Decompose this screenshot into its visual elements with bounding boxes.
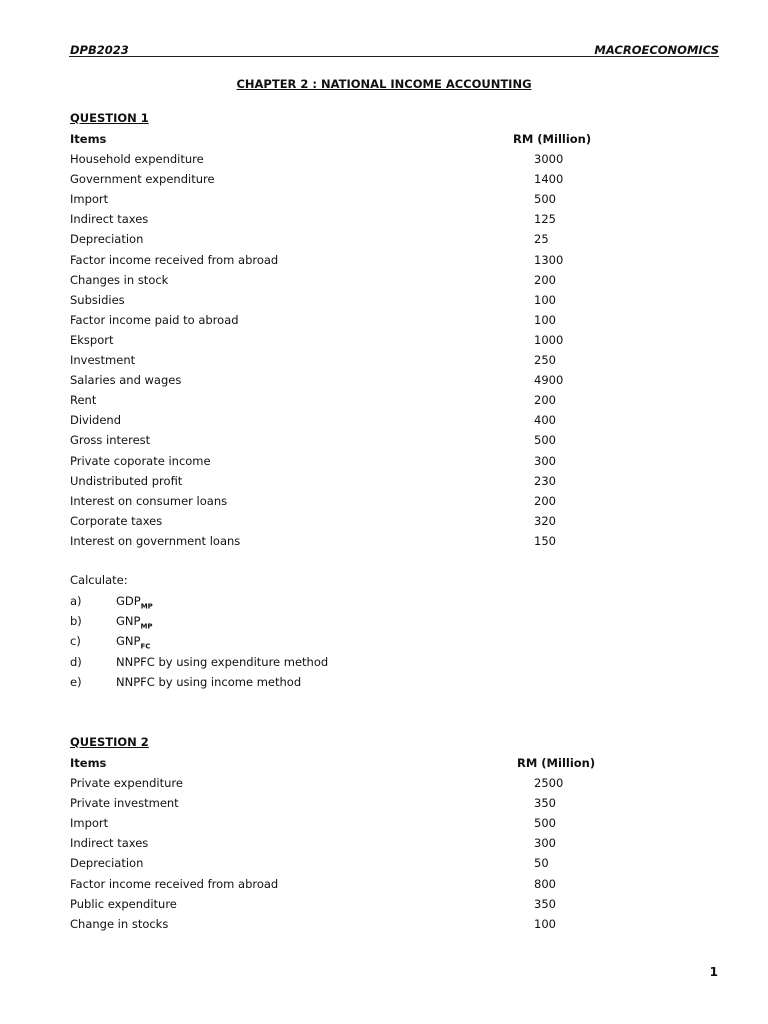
item-value: 320 xyxy=(534,513,556,528)
header-divider xyxy=(69,56,719,57)
item-value: 2500 xyxy=(534,776,564,791)
item-value: 200 xyxy=(534,272,556,287)
item-value: 100 xyxy=(534,916,556,931)
question-1-title: QUESTION 1 xyxy=(70,111,149,125)
part-measure: GNP xyxy=(116,634,141,649)
table-row xyxy=(70,211,590,231)
table-row xyxy=(70,876,590,896)
value-column-header: RM (Million) xyxy=(517,756,596,770)
item-value: 50 xyxy=(534,856,549,871)
item-value: 125 xyxy=(534,212,556,227)
item-value: 4900 xyxy=(534,373,564,388)
item-label: Government expenditure xyxy=(70,172,215,187)
item-label: Private coporate income xyxy=(70,453,211,468)
item-label: Undistributed profit xyxy=(70,473,183,488)
part-measure: NNPFC xyxy=(116,654,155,669)
item-label: Private expenditure xyxy=(70,776,183,791)
table-row xyxy=(70,272,590,292)
item-label: Gross interest xyxy=(70,433,151,448)
item-value: 200 xyxy=(534,493,556,508)
item-value: 1300 xyxy=(534,252,564,267)
item-label: Public expenditure xyxy=(70,896,177,911)
item-value: 100 xyxy=(534,312,556,327)
part-measure: GDP xyxy=(116,594,141,608)
item-label: Dividend xyxy=(70,413,122,428)
table-row xyxy=(70,896,590,916)
value-column-header: RM (Million) xyxy=(513,132,592,146)
part-label: c) xyxy=(70,634,81,649)
item-value: 350 xyxy=(534,896,556,911)
table-row xyxy=(70,252,590,272)
part-label: d) xyxy=(70,654,82,669)
part-measure: NNPFC xyxy=(116,674,155,689)
item-value: 3000 xyxy=(534,152,564,167)
chapter-title: CHAPTER 2 : NATIONAL INCOME ACCOUNTING xyxy=(236,77,532,91)
item-label: Import xyxy=(70,192,109,207)
table-row xyxy=(70,775,590,795)
item-value: 200 xyxy=(534,393,556,408)
table-row xyxy=(70,815,590,835)
item-label: Investment xyxy=(70,353,136,368)
table-row xyxy=(70,372,590,392)
part-text xyxy=(116,675,301,691)
part-text xyxy=(116,655,328,671)
part-method: by using expenditure method xyxy=(154,654,329,669)
item-label: Import xyxy=(70,816,109,831)
item-value: 300 xyxy=(534,453,556,468)
item-value: 500 xyxy=(534,816,556,831)
table-row xyxy=(70,392,590,412)
item-label: Factor income received from abroad xyxy=(70,252,279,267)
item-value: 100 xyxy=(534,292,556,307)
table-row xyxy=(70,533,590,553)
item-label: Corporate taxes xyxy=(70,513,163,528)
question-2-title: QUESTION 2 xyxy=(70,735,149,749)
item-label: Rent xyxy=(70,393,97,408)
table-row xyxy=(70,231,590,251)
table-row xyxy=(70,312,590,332)
item-label: Change in stocks xyxy=(70,916,169,931)
item-value: 400 xyxy=(534,413,556,428)
item-value: 1000 xyxy=(534,332,564,347)
item-label: Depreciation xyxy=(70,232,144,247)
item-label: Changes in stock xyxy=(70,272,169,287)
table-header xyxy=(70,131,590,151)
item-label: Factor income received from abroad xyxy=(70,876,279,891)
item-value: 300 xyxy=(534,836,556,851)
question-1-table xyxy=(70,131,590,553)
item-value: 500 xyxy=(534,192,556,207)
item-value: 500 xyxy=(534,433,556,448)
page-number: 1 xyxy=(709,965,718,979)
table-row xyxy=(70,191,590,211)
table-row xyxy=(70,795,590,815)
item-value: 25 xyxy=(534,232,549,247)
question-2-table xyxy=(70,755,596,936)
table-row xyxy=(70,453,590,473)
calculate-label: Calculate: xyxy=(70,573,128,587)
part-text xyxy=(116,634,150,650)
item-value: 150 xyxy=(534,533,556,548)
table-row xyxy=(70,332,590,352)
item-value: 350 xyxy=(534,796,556,811)
item-label: Depreciation xyxy=(70,856,144,871)
part-measure: GNP xyxy=(116,614,141,629)
course-subject: MACROECONOMICS xyxy=(594,43,719,57)
item-label: Indirect taxes xyxy=(70,212,149,227)
part-subscript: MP xyxy=(140,602,153,611)
item-label: Interest on government loans xyxy=(70,533,241,548)
part-text xyxy=(116,614,153,630)
table-row xyxy=(70,412,590,432)
item-label: Interest on consumer loans xyxy=(70,493,228,508)
part-label: b) xyxy=(70,614,82,629)
table-row xyxy=(70,473,590,493)
table-row xyxy=(70,835,590,855)
table-row xyxy=(70,151,590,171)
item-value: 250 xyxy=(534,353,556,368)
part-method: by using income method xyxy=(154,674,302,689)
table-row xyxy=(70,352,590,372)
table-row xyxy=(70,855,590,875)
part-subscript: FC xyxy=(140,642,151,651)
item-label: Indirect taxes xyxy=(70,836,149,851)
table-row xyxy=(70,493,590,513)
table-row xyxy=(70,432,590,452)
item-label: Subsidies xyxy=(70,292,125,307)
item-value: 1400 xyxy=(534,172,564,187)
table-row xyxy=(70,916,590,936)
part-label: a) xyxy=(70,594,82,608)
part-subscript: MP xyxy=(140,622,153,631)
item-label: Private investment xyxy=(70,796,179,811)
table-header xyxy=(70,755,596,775)
items-column-header: Items xyxy=(70,132,107,146)
item-value: 230 xyxy=(534,473,556,488)
item-label: Factor income paid to abroad xyxy=(70,312,239,327)
part-text xyxy=(116,594,153,610)
table-row xyxy=(70,171,590,191)
course-code: DPB2023 xyxy=(70,43,129,57)
items-column-header: Items xyxy=(70,756,107,770)
table-row xyxy=(70,513,590,533)
part-label: e) xyxy=(70,674,82,689)
item-label: Household expenditure xyxy=(70,152,204,167)
item-value: 800 xyxy=(534,876,556,891)
table-row xyxy=(70,292,590,312)
item-label: Eksport xyxy=(70,332,114,347)
item-label: Salaries and wages xyxy=(70,373,182,388)
